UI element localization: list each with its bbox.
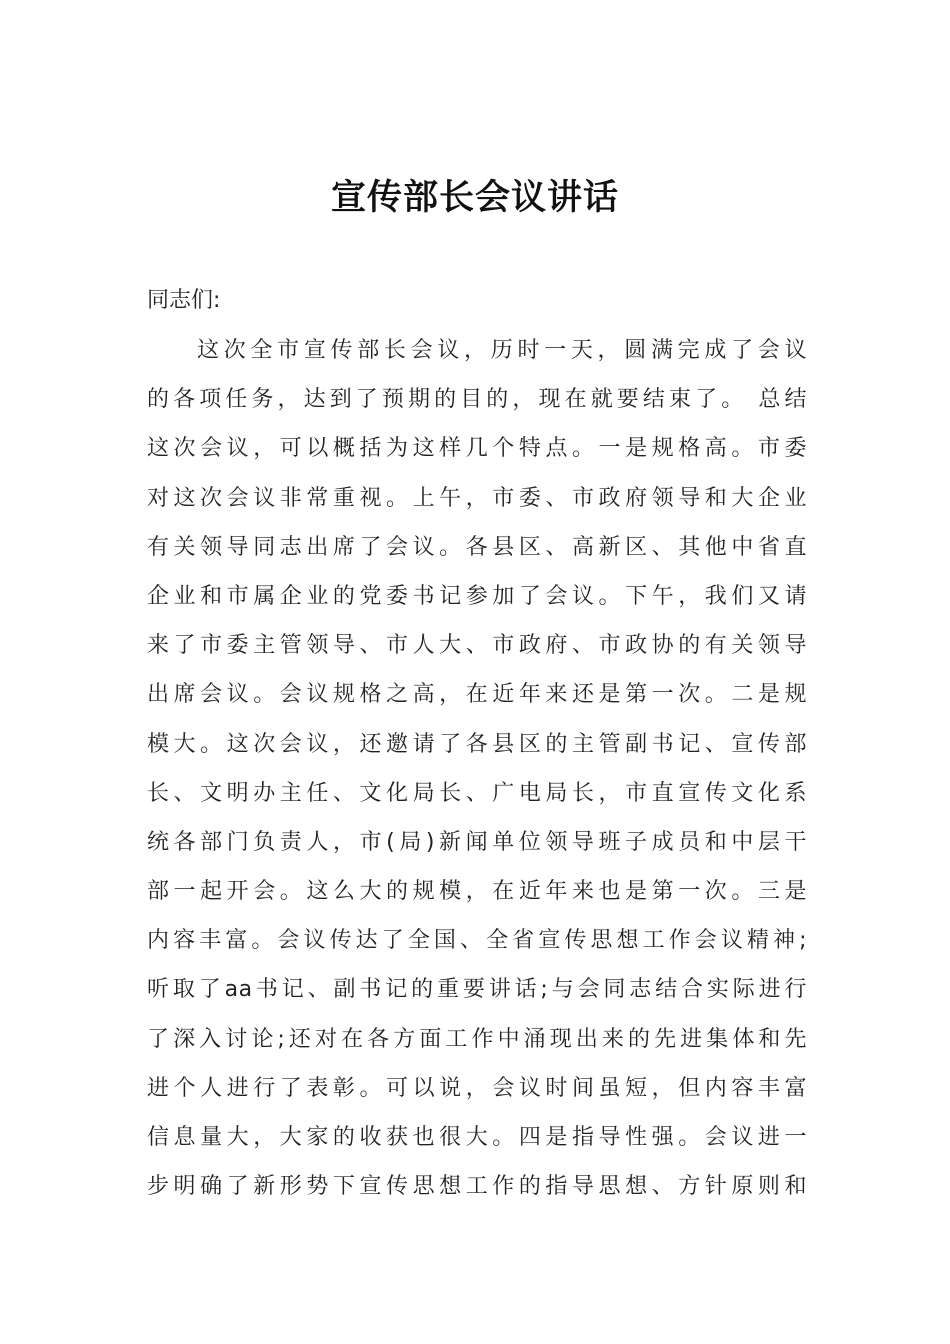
paragraph-line: 对这次会议非常重视。上午，市委、市政府领导和大企业 [147,485,807,511]
document-title: 宣传部长会议讲话 [330,177,619,218]
paragraph-line: 听取了aa书记、副书记的重要讲话;与会同志结合实际进行 [147,977,807,1003]
paragraph-line: 的各项任务，达到了预期的目的，现在就要结束了。 总结 [147,387,807,413]
paragraph-line: 这次全市宣传部长会议，历时一天，圆满完成了会议 [197,338,807,363]
paragraph-line: 有关领导同志出席了会议。各县区、高新区、其他中省直 [147,534,807,560]
paragraph-line: 这次会议，可以概括为这样几个特点。一是规格高。市委 [147,436,807,462]
paragraph-line: 企业和市属企业的党委书记参加了会议。下午，我们又请 [147,583,807,609]
paragraph-line: 出席会议。会议规格之高，在近年来还是第一次。二是规 [147,682,807,708]
paragraph-line: 信息量大，大家的收获也很大。四是指导性强。会议进一 [147,1125,807,1150]
paragraph-line: 模大。这次会议，还邀请了各县区的主管副书记、宣传部 [147,731,807,757]
paragraph-line: 来了市委主管领导、市人大、市政府、市政协的有关领导 [147,633,807,659]
paragraph-line: 内容丰富。会议传达了全国、全省宣传思想工作会议精神; [147,928,807,954]
paragraph-line: 统各部门负责人，市(局)新闻单位领导班子成员和中层干 [147,829,807,855]
paragraph-line: 长、文明办主任、文化局长、广电局长，市直宣传文化系 [147,780,807,806]
salutation: 同志们: [147,288,221,313]
paragraph-line: 部一起开会。这么大的规模，在近年来也是第一次。三是 [147,879,807,905]
paragraph-line: 步明确了新形势下宣传思想工作的指导思想、方针原则和 [147,1174,807,1200]
paragraph-line: 了深入讨论;还对在各方面工作中涌现出来的先进集体和先 [147,1026,807,1052]
body-paragraph [147,331,807,1216]
paragraph-line: 进个人进行了表彰。可以说，会议时间虽短，但内容丰富 [147,1075,807,1101]
